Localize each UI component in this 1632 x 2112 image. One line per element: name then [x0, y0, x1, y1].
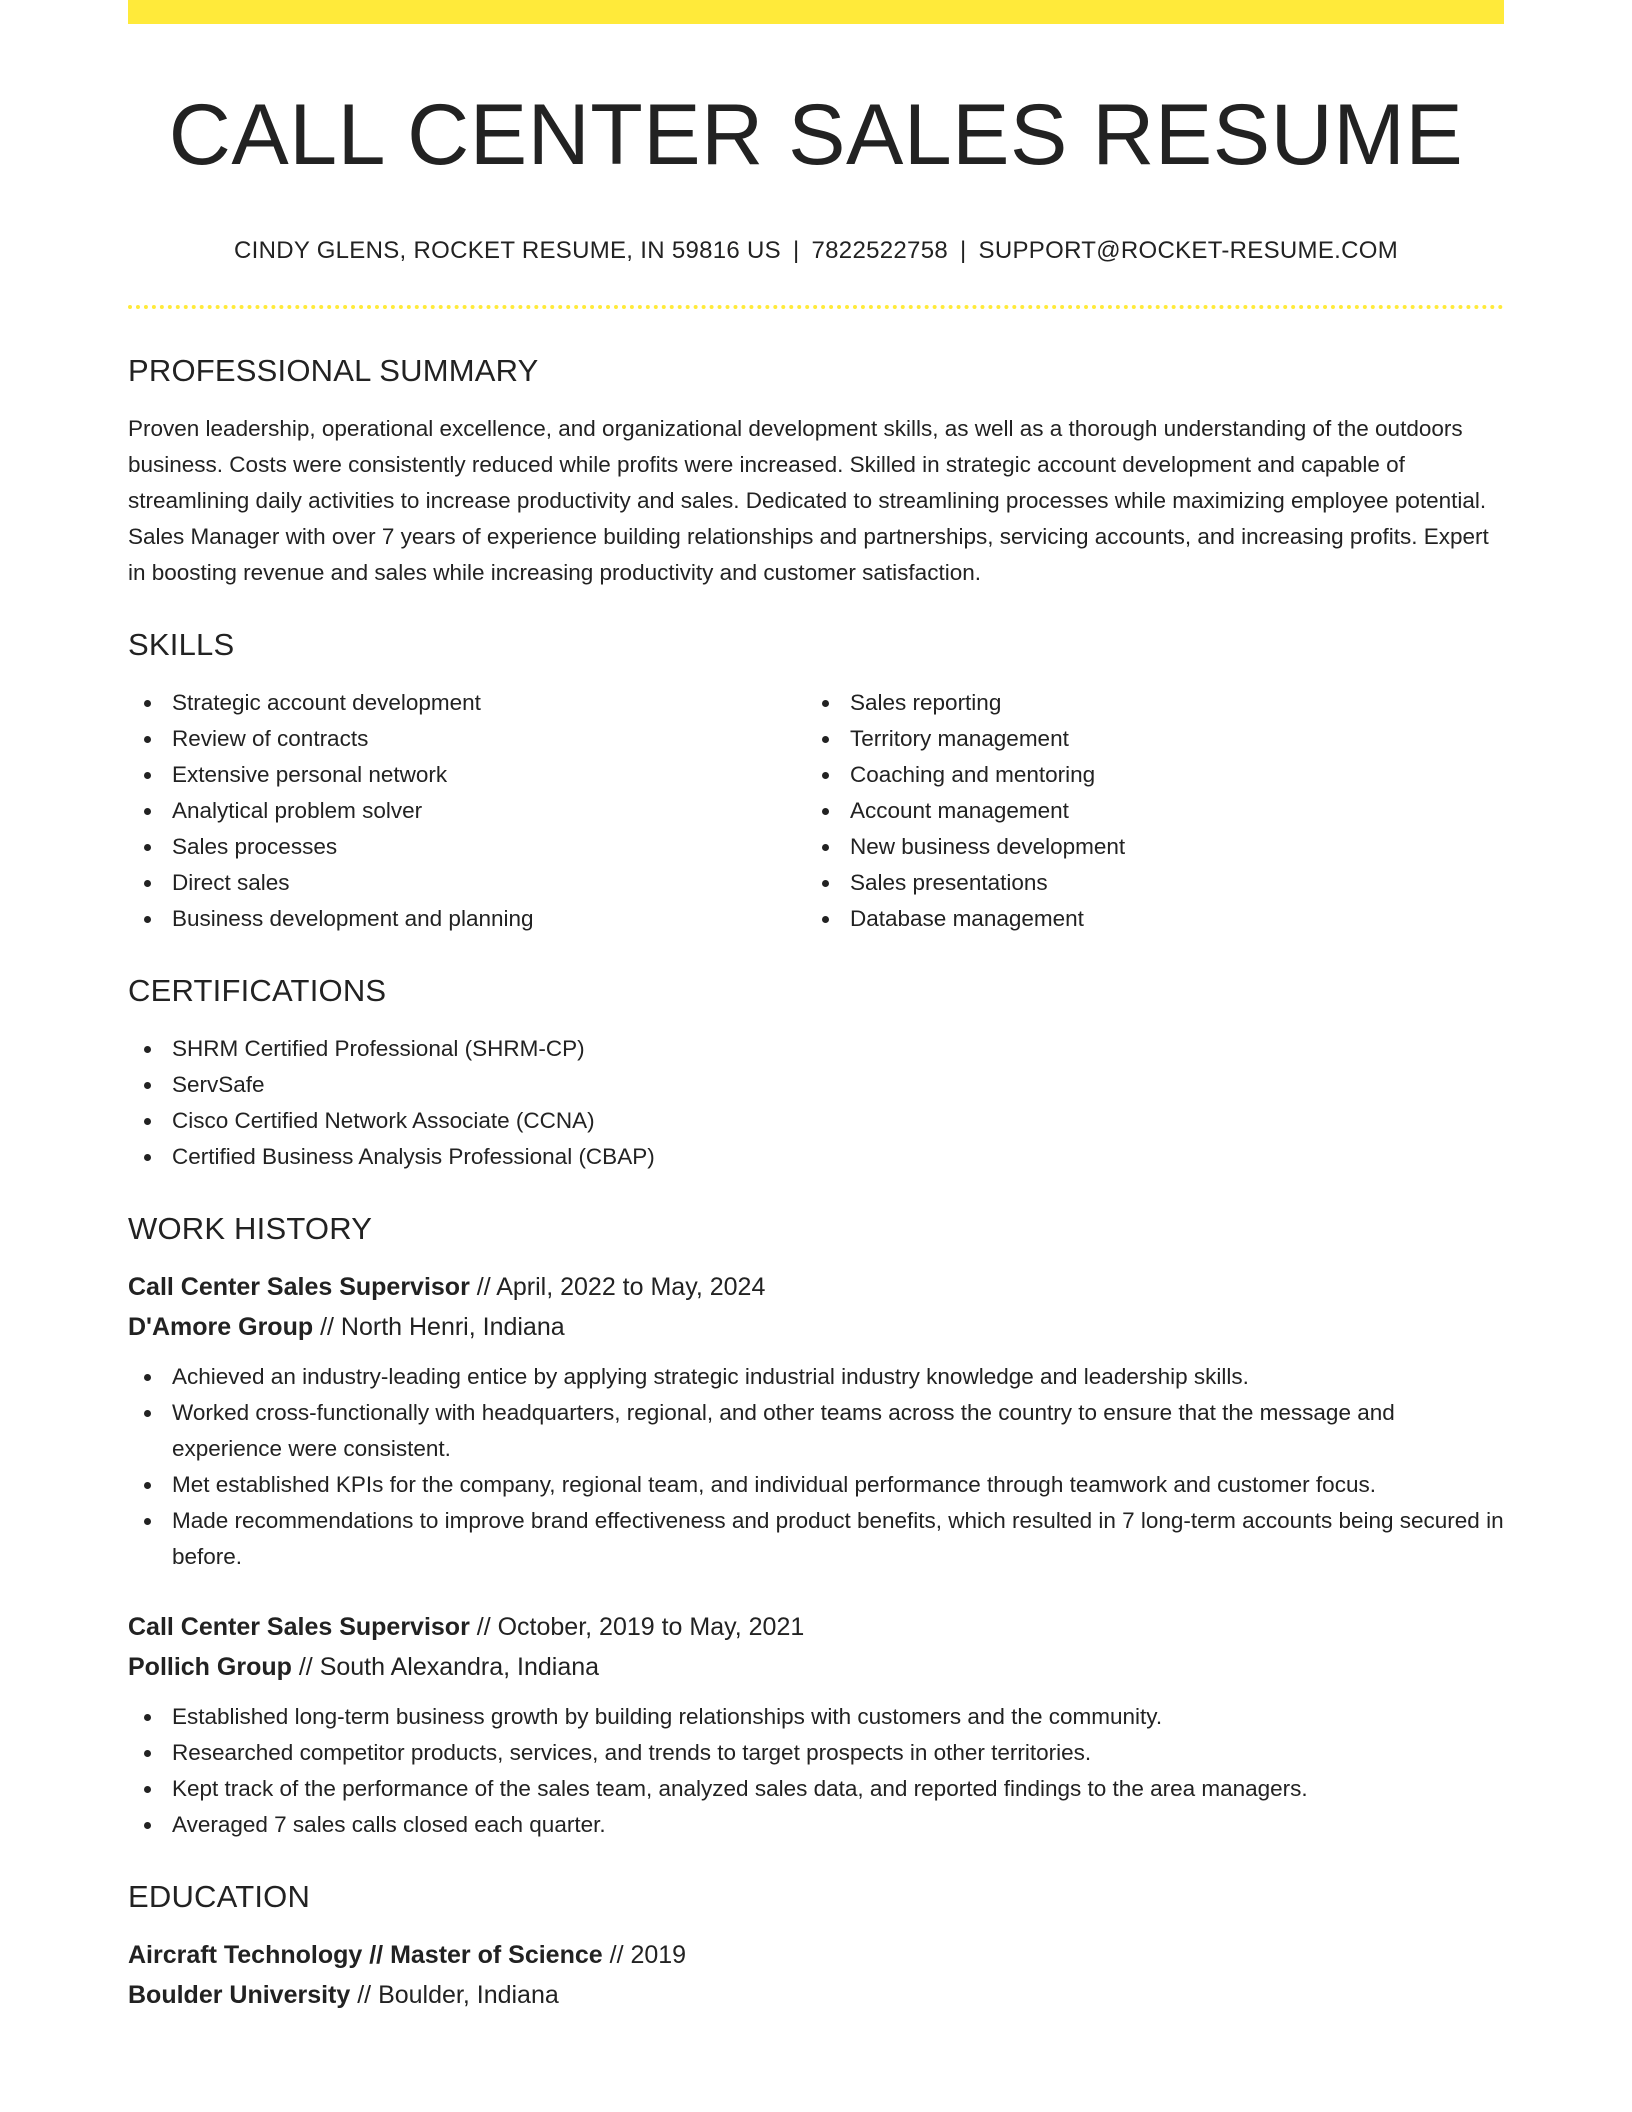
education-degree-line [128, 1935, 1504, 1975]
top-accent-bar [128, 0, 1504, 24]
job-company: D'Amore Group [128, 1312, 314, 1341]
skill-item: Sales processes [128, 829, 806, 865]
resume-page [128, 0, 1504, 2015]
skill-item: Business development and planning [128, 901, 806, 937]
contact-phone: 7822522758 [811, 236, 948, 264]
contact-separator: | [960, 236, 967, 264]
education-school: Boulder University [128, 1980, 351, 2009]
job-company: Pollich Group [128, 1652, 292, 1681]
certification-item: ServSafe [128, 1067, 1504, 1103]
skill-item: New business development [806, 829, 1484, 865]
education-entry [128, 1935, 1504, 2015]
job-bullet: Worked cross-functionally with headquarters, regional, and other teams across the country to ensure that the message and experience were consistent. [128, 1395, 1504, 1467]
skill-item: Strategic account development [128, 685, 806, 721]
job-bullet: Achieved an industry-leading entice by applying strategic industrial industry knowledge and leadership skills. [128, 1359, 1504, 1395]
job-title-line [128, 1607, 1504, 1647]
job-bullet: Met established KPIs for the company, regional team, and individual performance through teamwork and customer focus. [128, 1467, 1504, 1503]
skill-item: Review of contracts [128, 721, 806, 757]
skill-item: Territory management [806, 721, 1484, 757]
certifications-heading: CERTIFICATIONS [128, 972, 387, 1008]
job-company-line [128, 1647, 1504, 1687]
skill-item: Direct sales [128, 865, 806, 901]
job-location: // South Alexandra, Indiana [291, 1652, 600, 1681]
skill-item: Sales reporting [806, 685, 1484, 721]
contact-separator: | [792, 236, 800, 264]
resume-title: CALL CENTER SALES RESUME [168, 87, 1464, 183]
job-location: // North Henri, Indiana [313, 1312, 565, 1341]
job-dates: // April, 2022 to May, 2024 [469, 1272, 766, 1301]
job-bullets [128, 1359, 1504, 1575]
skill-item: Sales presentations [806, 865, 1484, 901]
skill-item: Analytical problem solver [128, 793, 806, 829]
job-entry [128, 1267, 1504, 1575]
job-dates: // October, 2019 to May, 2021 [469, 1612, 805, 1641]
job-title: Call Center Sales Supervisor [128, 1272, 470, 1301]
work-history-heading: WORK HISTORY [128, 1210, 373, 1246]
skills-list-left [128, 685, 806, 937]
certification-item: Cisco Certified Network Associate (CCNA) [128, 1103, 1504, 1139]
skill-item: Coaching and mentoring [806, 757, 1484, 793]
certification-item: SHRM Certified Professional (SHRM-CP) [128, 1031, 1504, 1067]
contact-address: CINDY GLENS, ROCKET RESUME, IN 59816 US [233, 236, 781, 264]
job-title-line [128, 1267, 1504, 1307]
education-location: // Boulder, Indiana [350, 1980, 559, 2009]
summary-text: Proven leadership, operational excellence, and organizational development skills, as well as a thorough understanding of the outdoors business. Costs were consistently reduced while profits were increased. Skilled in strategic account development and capable of streamlining daily activities to increase productivity and sales. Dedicated to streamlining processes while maximizing employee potential. Sales Manager with over 7 years of experience building relationships and partnerships, servicing accounts, and increasing profits. Expert in boosting revenue and sales while increasing productivity and customer satisfaction. [128, 415, 1489, 585]
skills-columns [128, 685, 1504, 937]
education-heading: EDUCATION [128, 1878, 311, 1914]
skill-item: Account management [806, 793, 1484, 829]
contact-email: SUPPORT@ROCKET-RESUME.COM [978, 236, 1399, 264]
skill-item: Extensive personal network [128, 757, 806, 793]
skill-item: Database management [806, 901, 1484, 937]
skills-list-right [806, 685, 1484, 937]
job-bullet: Established long-term business growth by building relationships with customers and the community. [128, 1699, 1504, 1735]
summary-heading: PROFESSIONAL SUMMARY [128, 352, 539, 388]
education-degree: Aircraft Technology // Master of Science [128, 1940, 603, 1969]
certifications-list [128, 1031, 1504, 1175]
job-bullet: Kept track of the performance of the sales team, analyzed sales data, and reported findings to the area managers. [128, 1771, 1504, 1807]
job-company-line [128, 1307, 1504, 1347]
job-title: Call Center Sales Supervisor [128, 1612, 470, 1641]
job-bullet: Made recommendations to improve brand effectiveness and product benefits, which resulted in 7 long-term accounts being secured in before. [128, 1503, 1504, 1575]
dotted-divider [128, 305, 1504, 309]
contact-line [128, 237, 1504, 265]
job-bullet: Averaged 7 sales calls closed each quarter. [128, 1807, 1504, 1843]
skills-heading: SKILLS [128, 626, 235, 662]
education-year: // 2019 [602, 1940, 687, 1969]
job-bullets [128, 1699, 1504, 1843]
job-entry [128, 1607, 1504, 1843]
education-school-line [128, 1975, 1504, 2015]
certification-item: Certified Business Analysis Professional (CBAP) [128, 1139, 1504, 1175]
job-bullet: Researched competitor products, services, and trends to target prospects in other territories. [128, 1735, 1504, 1771]
